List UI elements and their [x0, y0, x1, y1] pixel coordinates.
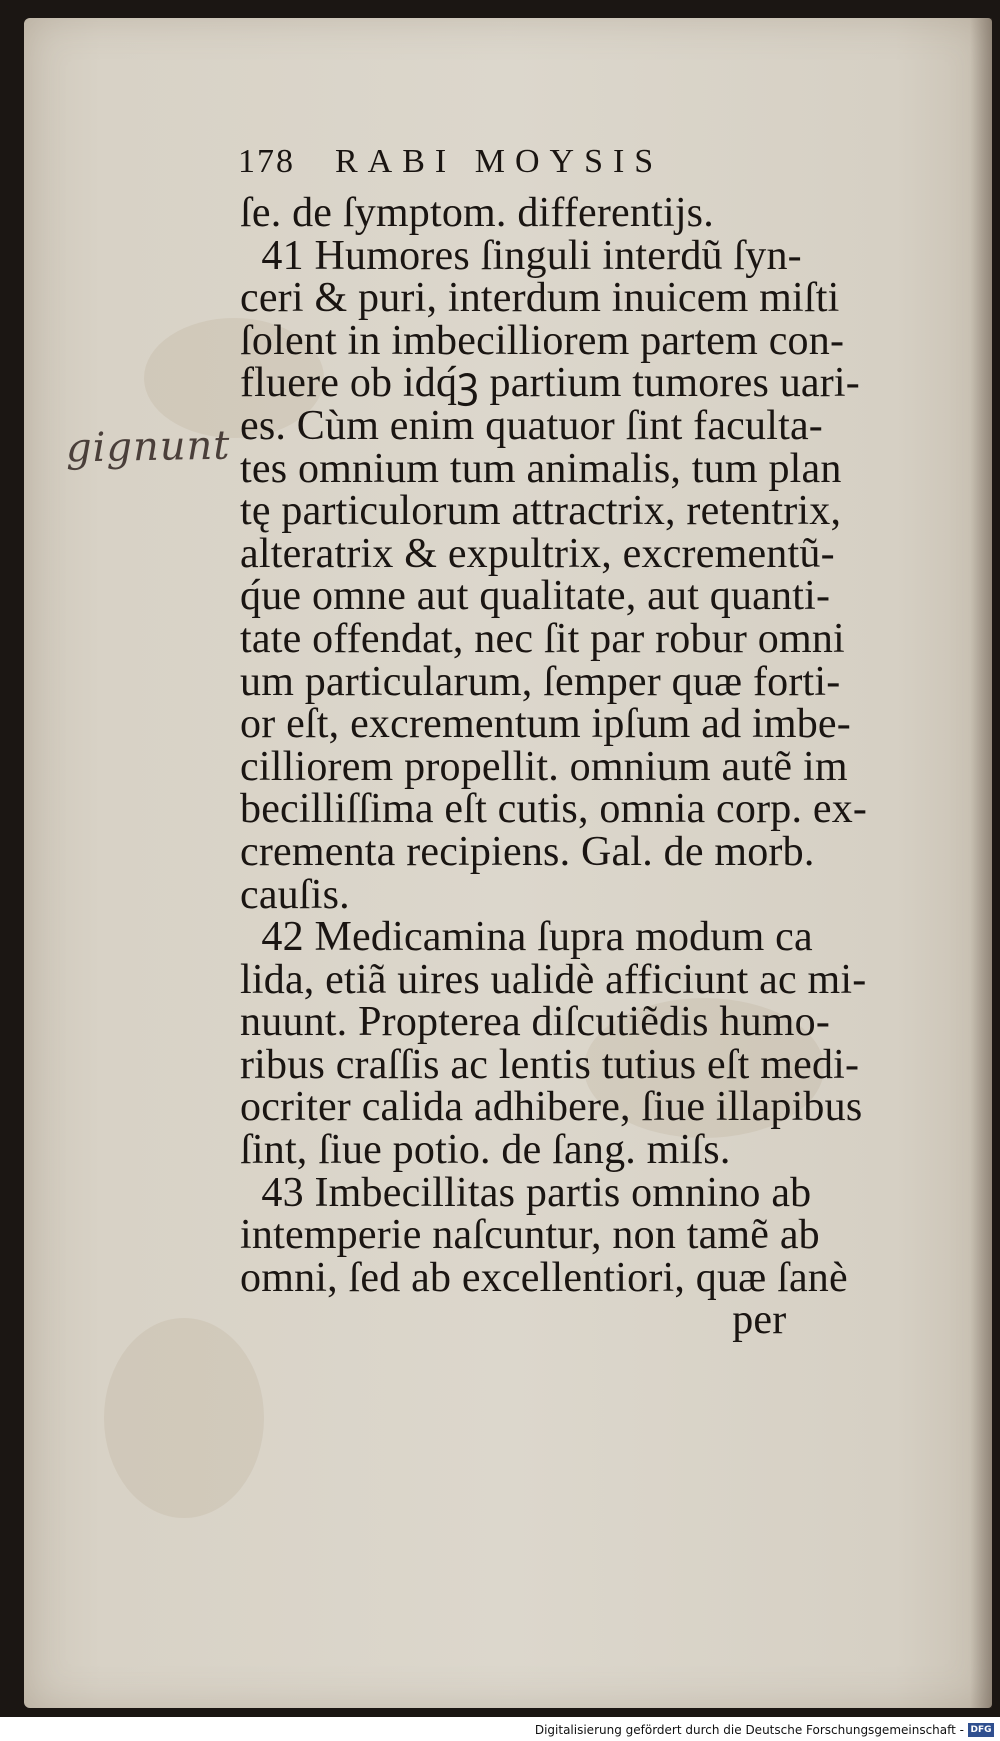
text-line: 43 Imbecillitas partis omnino ab: [240, 1169, 812, 1216]
paper-stain: [104, 1318, 264, 1518]
text-line: alteratrix & expultrix, excrementũ-: [240, 530, 835, 577]
text-line: ribus craſſis ac lentis tutius eſt medi-: [240, 1041, 860, 1088]
attribution-text: Digitalisierung gefördert durch die Deutsche Forschungsgemeinschaft -: [534, 1723, 964, 1737]
text-line: nuunt. Propterea diſcutiẽdis humo-: [240, 999, 831, 1046]
text-line: fluere ob idq́ꝫ partium tumores uari-: [240, 360, 860, 407]
text-line: intemperie naſcuntur, non tamẽ ab: [240, 1212, 820, 1259]
page-number: 178: [238, 143, 295, 180]
handwritten-marginal-note: gignunt: [65, 422, 231, 472]
text-line: crementa recipiens. Gal. de morb.: [240, 828, 815, 875]
text-line: q́ue omne aut qualitate, aut quanti-: [240, 573, 831, 620]
running-head: [238, 132, 960, 192]
page-text: [240, 132, 960, 1342]
text-line: tes omnium tum animalis, tum plan: [240, 445, 842, 492]
text-line: cauſis.: [240, 871, 350, 918]
text-line: omni, ſed ab excellentiori, quæ ſanè: [240, 1254, 848, 1301]
text-line: ſolent in imbecilliorem partem con-: [240, 317, 845, 364]
page-edge-shadow: [970, 18, 992, 1708]
text-line: 41 Humores ſinguli interdũ ſyn-: [240, 232, 802, 279]
text-line: um particularum, ſemper quæ forti-: [240, 658, 841, 705]
text-line: ſint, ſiue potio. de ſang. miſs.: [240, 1127, 731, 1174]
text-line: or eſt, excrementum ipſum ad imbe-: [240, 701, 851, 748]
text-line: ceri & puri, interdum inuicem miſti: [240, 275, 840, 322]
catchword: per: [240, 1297, 787, 1344]
text-line: es. Cùm enim quatuor ſint faculta-: [240, 402, 823, 449]
running-title: RABI MOYSIS: [335, 143, 664, 180]
text-line: 42 Medicamina ſupra modum ca: [240, 914, 813, 961]
text-line: lida, etiã uires ualidè afficiunt ac mi-: [240, 956, 867, 1003]
text-line: tę particulorum attractrix, retentrix,: [240, 488, 842, 535]
text-line: ſe. de ſymptom. differentijs.: [240, 190, 714, 236]
attribution-footer: [0, 1717, 1000, 1741]
text-line: cilliorem propellit. omnium autẽ im: [240, 743, 848, 790]
text-line: becilliſſima eſt cutis, omnia corp. ex-: [240, 786, 868, 833]
dfg-logo: DFG: [968, 1723, 994, 1737]
text-line: tate offendat, nec ſit par robur omni: [240, 615, 845, 662]
text-line: ocriter calida adhibere, ſiue illapibus: [240, 1084, 863, 1131]
